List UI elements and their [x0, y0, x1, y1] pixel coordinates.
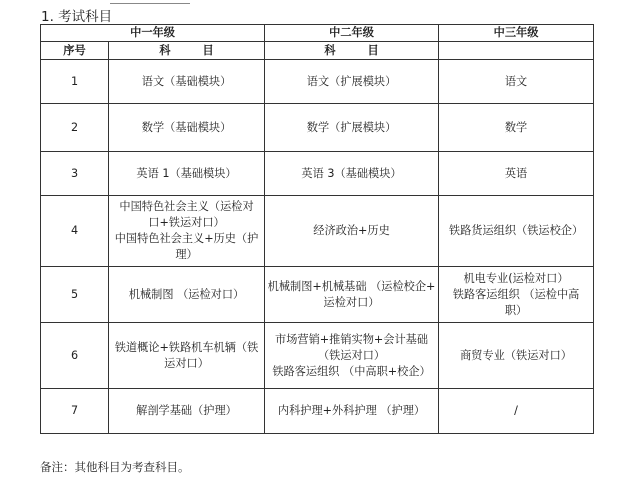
table-row: [41, 267, 594, 323]
row-number: 3: [41, 152, 109, 196]
subject-cell-g2: [265, 196, 439, 267]
subject-cell-g1: [109, 60, 265, 104]
subject-cell-g2: [265, 267, 439, 323]
table-row: [41, 60, 594, 104]
subject-line: 英语 1（基础模块）: [136, 166, 237, 180]
table-body: [41, 60, 594, 434]
table-row: [41, 104, 594, 152]
grade1-header: 中一年级: [41, 25, 265, 42]
cropped-heading-remnant: [110, 0, 190, 4]
row-number: 4: [41, 196, 109, 267]
subject-line: 中国特色社会主义+历史（护: [114, 232, 259, 245]
subject-line: 解剖学基础（护理）: [136, 404, 237, 417]
subject-line: 语文（基础模块）: [141, 74, 232, 88]
subject-cell-g3: [439, 389, 594, 434]
grade3-header: 中三年级: [439, 25, 594, 42]
subject-cell-g1: [109, 323, 265, 389]
subject-line: 市场营销+推销实物+会计基础: [275, 332, 429, 346]
subject-cell-g1: [109, 389, 265, 434]
subject-line: 机电专业(运检对口）: [463, 271, 569, 285]
subject-cell-g3: [439, 152, 594, 196]
subject-line: 机械制图 （运检对口）: [128, 287, 245, 301]
subject-line: /: [514, 404, 518, 417]
subject-line: 铁路客运组织 （中高职+校企）: [272, 364, 431, 378]
subject-cell-g3: [439, 196, 594, 267]
blank-header-grade3: [439, 42, 594, 60]
subject-line: 铁路客运组织 （运检中高: [452, 287, 580, 301]
table-row: [41, 323, 594, 389]
subject-line: 机械制图+机械基础 （运检校企+: [267, 279, 436, 293]
subject-header-row: [41, 42, 594, 60]
subject-line: 语文: [504, 74, 528, 88]
subject-line: 理）: [175, 248, 198, 261]
subject-cell-g3: [439, 104, 594, 152]
subject-cell-g3: [439, 323, 594, 389]
exam-subjects-table: [40, 24, 594, 434]
subject-cell-g2: [265, 152, 439, 196]
subject-line: 中国特色社会主义（运检对: [119, 200, 254, 213]
section-title: 1. 考试科目: [41, 9, 113, 25]
table-row: [41, 389, 594, 434]
subject-line: 铁路货运组织（铁运校企）: [448, 224, 584, 237]
subject-line: 职）: [504, 303, 528, 317]
seq-header: 序号: [41, 42, 109, 60]
subject-line: （铁运对口）: [317, 348, 386, 362]
table-row: [41, 152, 594, 196]
subject-line: 语文（扩展模块）: [306, 74, 397, 88]
subject-line: 口+铁运对口）: [148, 216, 225, 229]
subject-header-grade2: 科 目: [265, 42, 439, 60]
subject-line: 英语 3（基础模块）: [301, 166, 402, 180]
subject-cell-g2: [265, 104, 439, 152]
subject-line: 数学（基础模块）: [141, 120, 232, 134]
grade2-header: 中二年级: [265, 25, 439, 42]
grade-header-row: [41, 25, 594, 42]
subject-cell-g2: [265, 323, 439, 389]
subject-line: 商贸专业（铁运对口）: [460, 348, 572, 362]
subject-cell-g2: [265, 389, 439, 434]
subject-cell-g1: [109, 152, 265, 196]
subject-cell-g1: [109, 267, 265, 323]
subject-cell-g2: [265, 60, 439, 104]
row-number: 7: [41, 389, 109, 434]
subject-line: 数学: [504, 120, 528, 134]
subject-line: 英语: [504, 166, 528, 180]
row-number: 6: [41, 323, 109, 389]
row-number: 1: [41, 60, 109, 104]
subject-line: 经济政治+历史: [313, 224, 390, 237]
subject-line: 内科护理+外科护理 （护理）: [277, 404, 426, 417]
subject-cell-g3: [439, 60, 594, 104]
subject-line: 铁道概论+铁路机车机辆（铁: [114, 340, 259, 354]
subject-line: 运检对口）: [323, 295, 380, 309]
subject-header-grade1: 科 目: [109, 42, 265, 60]
row-number: 5: [41, 267, 109, 323]
footnote: 备注：其他科目为考查科目。: [40, 460, 190, 474]
subject-cell-g1: [109, 104, 265, 152]
row-number: 2: [41, 104, 109, 152]
table-row: [41, 196, 594, 267]
subject-line: 数学（扩展模块）: [306, 120, 397, 134]
subject-cell-g1: [109, 196, 265, 267]
subject-cell-g3: [439, 267, 594, 323]
subject-line: 运对口）: [164, 356, 209, 370]
